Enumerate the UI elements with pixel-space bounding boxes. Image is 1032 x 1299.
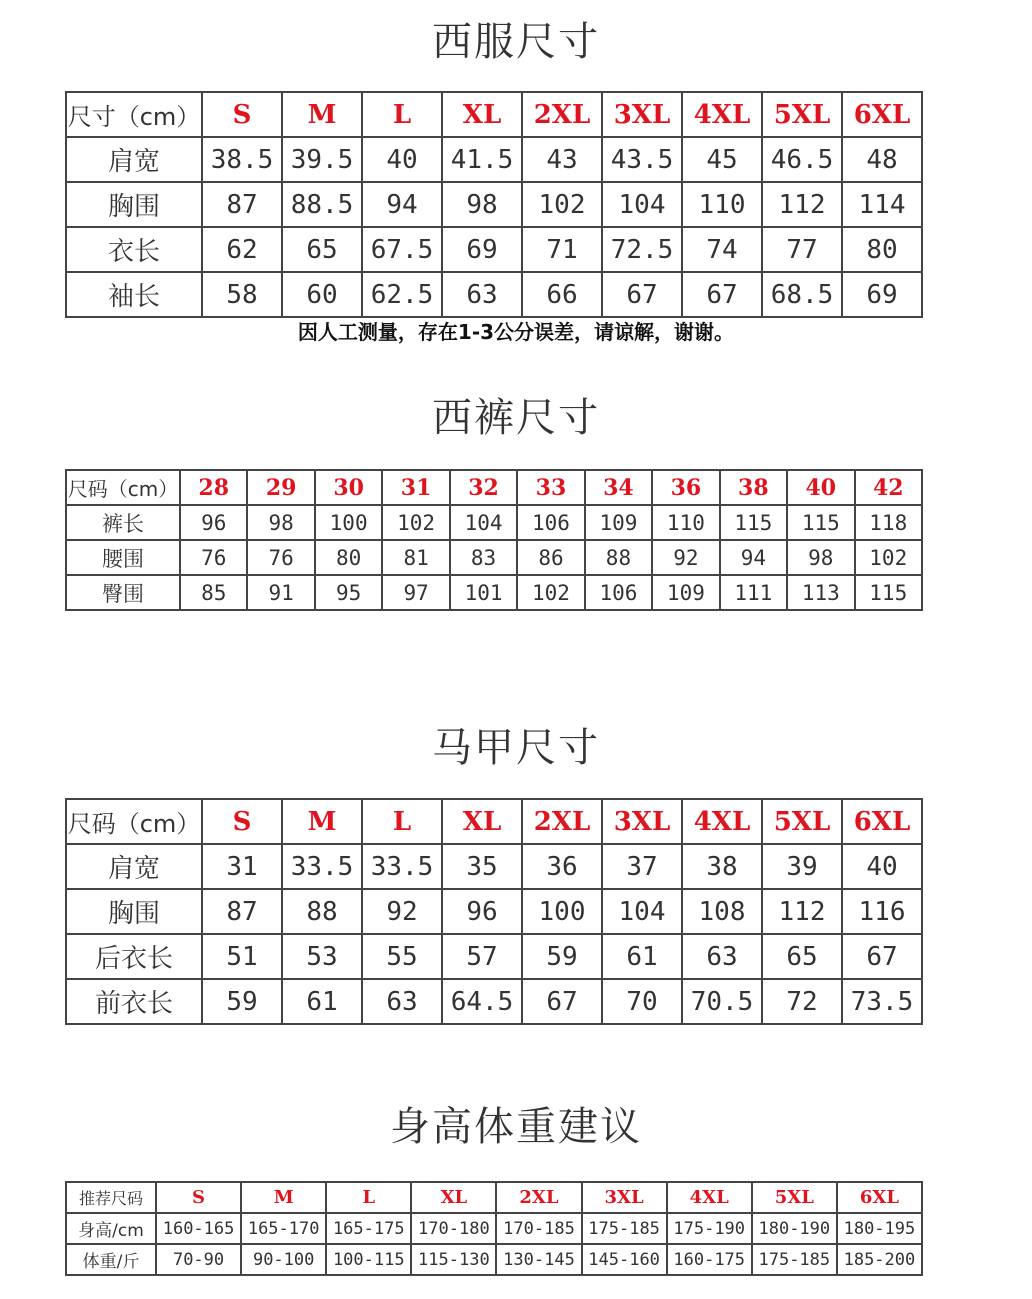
value-cell: 33.5 [282,844,362,889]
size-header-cell: S [202,799,282,844]
value-cell: 65 [282,227,362,272]
value-cell: 69 [442,227,522,272]
row-label-cell: 胸围 [66,182,202,227]
value-cell: 94 [362,182,442,227]
value-cell: 175-190 [667,1213,752,1244]
row-label-cell: 臀围 [66,575,180,610]
pants-title: 西裤尺寸 [432,395,600,441]
value-cell: 63 [682,934,762,979]
value-cell: 51 [202,934,282,979]
size-header-cell: XL [442,92,522,137]
value-cell: 35 [442,844,522,889]
value-cell: 68.5 [762,272,842,317]
size-header-cell: 6XL [842,92,922,137]
size-header-cell: L [362,799,442,844]
value-cell: 55 [362,934,442,979]
value-cell: 38.5 [202,137,282,182]
value-cell: 106 [517,505,584,540]
size-header-cell: 2XL [496,1182,581,1213]
value-cell: 185-200 [837,1244,922,1275]
size-header-cell: 5XL [762,799,842,844]
value-cell: 39 [762,844,842,889]
value-cell: 104 [602,182,682,227]
row-label-cell: 胸围 [66,889,202,934]
value-cell: 98 [442,182,522,227]
row-label-cell: 前衣长 [66,979,202,1024]
value-cell: 91 [247,575,314,610]
value-cell: 59 [522,934,602,979]
value-cell: 175-185 [752,1244,837,1275]
value-cell: 170-180 [411,1213,496,1244]
value-cell: 88.5 [282,182,362,227]
value-cell: 102 [382,505,449,540]
value-cell: 67 [682,272,762,317]
size-header-cell: S [156,1182,241,1213]
value-cell: 114 [842,182,922,227]
value-cell: 39.5 [282,137,362,182]
value-cell: 115-130 [411,1244,496,1275]
table-row [66,889,922,934]
value-cell: 46.5 [762,137,842,182]
value-cell: 95 [315,575,382,610]
advice-size-table [65,1181,923,1276]
value-cell: 72.5 [602,227,682,272]
value-cell: 62.5 [362,272,442,317]
value-cell: 85 [180,575,247,610]
value-cell: 180-195 [837,1213,922,1244]
value-cell: 102 [522,182,602,227]
table-row [66,844,922,889]
row-label-cell: 腰围 [66,540,180,575]
value-cell: 165-170 [241,1213,326,1244]
row-label-cell: 后衣长 [66,934,202,979]
value-cell: 115 [720,505,787,540]
vest-size-table [65,798,923,1025]
value-cell: 100 [315,505,382,540]
value-cell: 67 [522,979,602,1024]
value-cell: 57 [442,934,522,979]
size-header-cell: 3XL [602,92,682,137]
value-cell: 86 [517,540,584,575]
value-cell: 87 [202,182,282,227]
value-cell: 104 [450,505,517,540]
value-cell: 104 [602,889,682,934]
value-cell: 59 [202,979,282,1024]
value-cell: 69 [842,272,922,317]
value-cell: 33.5 [362,844,442,889]
value-cell: 180-190 [752,1213,837,1244]
value-cell: 31 [202,844,282,889]
size-header-cell: M [282,92,362,137]
value-cell: 109 [585,505,652,540]
value-cell: 130-145 [496,1244,581,1275]
value-cell: 77 [762,227,842,272]
value-cell: 110 [652,505,719,540]
table-row [66,182,922,227]
size-header-cell: 3XL [602,799,682,844]
table-row [66,934,922,979]
value-cell: 81 [382,540,449,575]
size-header-cell: M [241,1182,326,1213]
size-header-cell: 4XL [667,1182,752,1213]
value-cell: 62 [202,227,282,272]
table-row [66,1213,922,1244]
value-cell: 76 [180,540,247,575]
value-cell: 88 [585,540,652,575]
row-label-cell: 衣长 [66,227,202,272]
value-cell: 76 [247,540,314,575]
value-cell: 67 [842,934,922,979]
value-cell: 112 [762,182,842,227]
value-cell: 165-175 [326,1213,411,1244]
value-cell: 94 [720,540,787,575]
header-label-cell: 尺码（cm） [66,799,202,844]
size-header-cell: 29 [247,470,314,505]
size-header-cell: 6XL [842,799,922,844]
value-cell: 70-90 [156,1244,241,1275]
value-cell: 40 [842,844,922,889]
value-cell: 65 [762,934,842,979]
table-header-row [66,470,922,505]
value-cell: 60 [282,272,362,317]
value-cell: 92 [652,540,719,575]
value-cell: 145-160 [582,1244,667,1275]
value-cell: 43.5 [602,137,682,182]
row-label-cell: 肩宽 [66,844,202,889]
value-cell: 66 [522,272,602,317]
value-cell: 115 [787,505,854,540]
value-cell: 92 [362,889,442,934]
value-cell: 115 [855,575,922,610]
value-cell: 160-165 [156,1213,241,1244]
value-cell: 37 [602,844,682,889]
value-cell: 40 [362,137,442,182]
value-cell: 45 [682,137,762,182]
table-row [66,575,922,610]
row-label-cell: 裤长 [66,505,180,540]
table-row [66,979,922,1024]
value-cell: 63 [442,272,522,317]
size-header-cell: 34 [585,470,652,505]
value-cell: 170-185 [496,1213,581,1244]
size-header-cell: 38 [720,470,787,505]
header-label-cell: 尺码（cm） [66,470,180,505]
row-label-cell: 肩宽 [66,137,202,182]
value-cell: 80 [315,540,382,575]
size-header-cell: 2XL [522,799,602,844]
value-cell: 63 [362,979,442,1024]
size-header-cell: L [362,92,442,137]
size-header-cell: 2XL [522,92,602,137]
row-label-cell: 袖长 [66,272,202,317]
size-header-cell: XL [411,1182,496,1213]
size-header-cell: L [326,1182,411,1213]
value-cell: 112 [762,889,842,934]
value-cell: 109 [652,575,719,610]
size-header-cell: S [202,92,282,137]
size-header-cell: 42 [855,470,922,505]
size-header-cell: 5XL [752,1182,837,1213]
value-cell: 58 [202,272,282,317]
value-cell: 41.5 [442,137,522,182]
value-cell: 72 [762,979,842,1024]
value-cell: 98 [247,505,314,540]
size-header-cell: 4XL [682,92,762,137]
value-cell: 102 [517,575,584,610]
suit-size-table [65,91,923,318]
value-cell: 71 [522,227,602,272]
table-row [66,137,922,182]
row-label-cell: 体重/斤 [66,1244,156,1275]
table-row [66,227,922,272]
value-cell: 36 [522,844,602,889]
value-cell: 90-100 [241,1244,326,1275]
value-cell: 116 [842,889,922,934]
value-cell: 113 [787,575,854,610]
table-row [66,505,922,540]
table-header-row [66,799,922,844]
table-row [66,540,922,575]
vest-title: 马甲尺寸 [432,725,600,771]
value-cell: 53 [282,934,362,979]
value-cell: 87 [202,889,282,934]
header-label-cell: 推荐尺码 [66,1182,156,1213]
size-header-cell: 31 [382,470,449,505]
pants-size-table [65,469,923,611]
value-cell: 96 [442,889,522,934]
value-cell: 111 [720,575,787,610]
value-cell: 160-175 [667,1244,752,1275]
value-cell: 43 [522,137,602,182]
size-header-cell: 6XL [837,1182,922,1213]
size-header-cell: 28 [180,470,247,505]
suit-measurement-note: 因人工测量，存在1-3公分误差，请谅解，谢谢。 [297,320,735,344]
size-header-cell: 5XL [762,92,842,137]
value-cell: 101 [450,575,517,610]
value-cell: 70 [602,979,682,1024]
value-cell: 61 [602,934,682,979]
value-cell: 175-185 [582,1213,667,1244]
value-cell: 108 [682,889,762,934]
table-row [66,272,922,317]
row-label-cell: 身高/cm [66,1213,156,1244]
size-header-cell: XL [442,799,522,844]
header-label-cell: 尺寸（cm） [66,92,202,137]
value-cell: 118 [855,505,922,540]
suit-title: 西服尺寸 [432,19,600,65]
size-header-cell: 36 [652,470,719,505]
value-cell: 96 [180,505,247,540]
table-row [66,1244,922,1275]
advice-title: 身高体重建议 [390,1104,642,1150]
size-header-cell: 32 [450,470,517,505]
value-cell: 100-115 [326,1244,411,1275]
size-header-cell: 40 [787,470,854,505]
size-header-cell: 4XL [682,799,762,844]
size-header-cell: M [282,799,362,844]
value-cell: 98 [787,540,854,575]
value-cell: 70.5 [682,979,762,1024]
table-header-row [66,92,922,137]
size-header-cell: 33 [517,470,584,505]
value-cell: 67 [602,272,682,317]
value-cell: 64.5 [442,979,522,1024]
value-cell: 110 [682,182,762,227]
value-cell: 80 [842,227,922,272]
value-cell: 67.5 [362,227,442,272]
value-cell: 74 [682,227,762,272]
value-cell: 83 [450,540,517,575]
value-cell: 102 [855,540,922,575]
table-header-row [66,1182,922,1213]
value-cell: 88 [282,889,362,934]
value-cell: 100 [522,889,602,934]
value-cell: 73.5 [842,979,922,1024]
value-cell: 48 [842,137,922,182]
size-header-cell: 3XL [582,1182,667,1213]
value-cell: 106 [585,575,652,610]
size-header-cell: 30 [315,470,382,505]
value-cell: 38 [682,844,762,889]
value-cell: 97 [382,575,449,610]
value-cell: 61 [282,979,362,1024]
